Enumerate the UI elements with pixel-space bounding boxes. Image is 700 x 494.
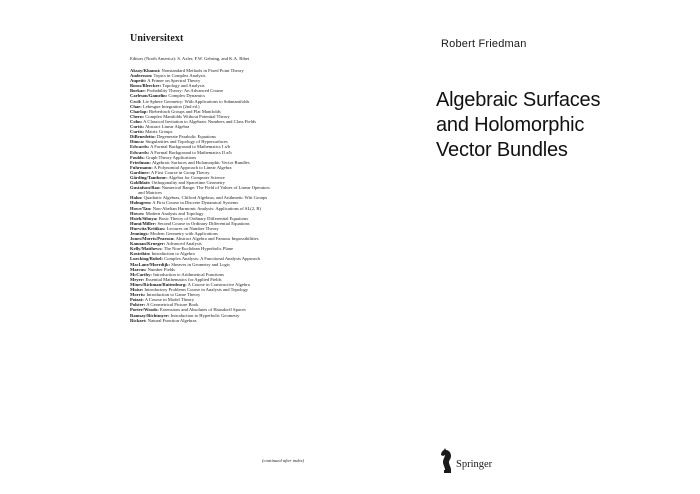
- series-entry-title: Topics in Complex Analysis: [153, 73, 206, 79]
- series-entry-title: Lectures on Number Theory: [166, 225, 219, 231]
- book-title-line: Algebraic Surfaces: [436, 89, 601, 111]
- series-entry-title: A Formal Background to Mathematics I a/b: [150, 144, 231, 150]
- series-entry-title: and Matrices: [138, 190, 162, 196]
- series-entry-title: Lie Sphere Geometry: With Applications to Submanifolds: [142, 98, 250, 104]
- series-entry-title: A Course in Constructive Algebra: [187, 281, 250, 287]
- series-entry-title: Second Course in Ordinary Differential Equations: [157, 220, 250, 226]
- book-title-line: and Holomorphic: [436, 114, 585, 136]
- series-entry-author: Fuhrmann:: [130, 164, 153, 170]
- series-entry-title: Number Fields: [147, 266, 176, 272]
- series-entry-title: Nonstandard Methods in Fixed Point Theory: [161, 68, 244, 73]
- series-entry-title: Algebra for Computer Science: [168, 174, 225, 180]
- series-entry-author: DiBenedetto:: [130, 134, 156, 140]
- series-entry-author: Booss/Bleecker:: [130, 83, 162, 89]
- series-entry-title: Orthogonality and Spacetime Geometry: [151, 180, 225, 186]
- series-entry-title: A First Course in Group Theory: [150, 169, 210, 175]
- series-entry-title: Modern Analysis and Topology: [145, 210, 204, 216]
- series-entry-title: Non-Abelian Harmonic Analysis: Applications of SL(2, R): [152, 205, 262, 211]
- series-entry-author: Marcus:: [130, 266, 147, 272]
- series-entry-title: A Classical Invitation to Algebraic Numbers and Class Fields: [143, 118, 256, 124]
- series-entry-author: Holmgren:: [130, 200, 152, 206]
- series-entry-title: Introduction to Hyperbolic Geometry: [170, 312, 240, 318]
- series-entry-title: Advanced Analysis: [166, 241, 202, 247]
- series-entry-title: Lebesgue Integration (2nd ed.): [142, 103, 200, 109]
- series-entry-author: Charlap:: [130, 108, 148, 114]
- series-entry-author: Curtis:: [130, 129, 145, 135]
- series-entry-title: Modern Geometry with Applications: [150, 231, 218, 236]
- series-entry-author: Humi/Miller:: [130, 220, 157, 226]
- series-entry-title: Complex Manifolds Without Potential Theory: [145, 113, 230, 119]
- series-entry-author: Aupetit:: [130, 78, 147, 84]
- series-entry-title: Sheaves in Geometry and Logic: [171, 261, 231, 267]
- series-entry-author: Poizat:: [130, 297, 144, 303]
- series-entry-author: Gustafson/Rao:: [130, 185, 161, 191]
- series-entry-author: Polster:: [130, 302, 146, 308]
- chess-knight-logo-icon: [440, 448, 454, 474]
- series-entry-author: Ramsay/Richtmyer:: [130, 312, 170, 318]
- continued-note: (continued after index): [262, 458, 305, 463]
- series-entry-author: Hahn:: [130, 195, 143, 201]
- series-entry: [130, 318, 340, 323]
- book-title-line: Vector Bundles: [436, 139, 568, 161]
- series-entry-author: Chae:: [130, 103, 142, 109]
- series-entry-author: Kannan/Krueger:: [130, 241, 166, 247]
- series-entry-author: Rickart:: [130, 317, 147, 323]
- series-entry-title: A Formal Background to Mathematics II a/b: [150, 149, 232, 155]
- series-entry-author: Gardiner:: [130, 169, 150, 175]
- series-entry-title: Algebraic Surfaces and Holomorphic Vector Bundles: [151, 159, 250, 165]
- series-entry-author: Hsieh/Sibuya:: [130, 215, 158, 221]
- series-title: Universitext: [130, 33, 184, 44]
- series-entry-title: A Course in Model Theory: [144, 297, 195, 303]
- series-entry-title: The Non-Euclidean Hyperbolic Plane: [163, 246, 234, 252]
- series-entry-author: Mines/Richman/Ruitenburg:: [130, 281, 187, 287]
- series-entry-author: Carleson/Gamelin:: [130, 93, 168, 99]
- series-entry-author: Meyer:: [130, 276, 145, 282]
- series-entry-title: A Geometrical Picture Book: [146, 302, 199, 308]
- title-page: [350, 0, 700, 494]
- series-entry-author: Goldblatt:: [130, 180, 151, 186]
- series-entry-title: A Primer on Spectral Theory: [147, 78, 201, 84]
- series-entry-title: Extensions and Absolutes of Hausdorff Spaces: [160, 307, 246, 313]
- series-entry-title: Introduction to Algebra: [151, 251, 195, 257]
- series-entry-author: Kostrikin:: [130, 251, 151, 257]
- series-entry-title: A First Course in Discrete Dynamical Systems: [152, 200, 239, 206]
- series-entry-title: Introduction to Game Theory: [146, 292, 201, 298]
- series-entry-author: Aksoy/Khamsi:: [130, 68, 161, 73]
- series-entry-author: Hurwitz/Kritikos:: [130, 225, 166, 231]
- book-author: Robert Friedman: [441, 38, 527, 50]
- series-entry-author: Andersson:: [130, 73, 153, 79]
- series-entry-title: Bieberbach Groups and Flat Manifolds: [149, 108, 221, 114]
- series-entry-author: Luecking/Rubel:: [130, 256, 163, 262]
- series-entry-author: McCarthy:: [130, 271, 152, 277]
- series-entry-title: Basic Theory of Ordinary Differential Equations: [158, 215, 248, 221]
- series-entry-author: Howe/Tan:: [130, 205, 152, 211]
- series-entry-title: Essential Mathematics for Applied Fields: [145, 276, 222, 282]
- series-entry-title: Introductory Problems Course in Analysis and Topology: [144, 287, 249, 293]
- series-entry-title: A Polynomial Approach to Linear Algebra: [153, 164, 232, 170]
- series-entry-author: Cecil:: [130, 98, 142, 104]
- series-entry-author: Morris:: [130, 292, 146, 298]
- series-entry-author: MacLane/Moerdijk:: [130, 261, 171, 267]
- series-entry-title: Natural Function Algebras: [147, 317, 197, 323]
- series-entry-title: Abstract Algebra and Famous Impossibilities: [175, 236, 259, 242]
- series-entry-author: Jennings:: [130, 231, 149, 236]
- series-entry-author: Gårding/Tambour:: [130, 174, 168, 180]
- series-entry-author: Porter/Woods:: [130, 307, 159, 313]
- series-entry-author: Jones/Morris/Pearson:: [130, 236, 175, 242]
- series-editors: Editors (North America): S. Axler, F.W. Gehring, and K.A. Ribet: [130, 56, 250, 61]
- series-entry-author: Friedman:: [130, 159, 151, 165]
- series-entry-title: Numerical Range: The Field of Values of Linear Operators: [161, 185, 270, 191]
- series-entry-author: Edwards:: [130, 144, 150, 150]
- series-entry-title: Quadratic Algebras, Clifford Algebras, and Arithmetic Witt Groups: [143, 195, 268, 201]
- series-entry-author: Foulds:: [130, 154, 145, 160]
- series-entry-title: Complex Analysis: A Functional Analysis Approach: [164, 256, 260, 262]
- series-entry-title: Introduction to Arithmetical Functions: [153, 271, 224, 277]
- series-entry-author: Chern:: [130, 113, 145, 119]
- series-entry-author: Borkar:: [130, 88, 146, 94]
- series-entry-author: Curtis:: [130, 124, 145, 130]
- series-entry-title: Probability Theory: An Advanced Course: [146, 88, 224, 94]
- series-entry-title: Topology and Analysis: [162, 83, 205, 89]
- series-entry-author: Dimca:: [130, 139, 145, 145]
- publisher-imprint: [440, 448, 492, 474]
- series-entry-title: Degenerate Parabolic Equations: [156, 134, 216, 140]
- series-entry-author: Moise:: [130, 287, 144, 293]
- series-entry-title: Singularities and Topology of Hypersurfaces: [145, 139, 228, 145]
- series-entry-title: Complex Dynamics: [168, 93, 206, 99]
- series-entry-title: Graph Theory Applications: [145, 154, 197, 160]
- series-list: [130, 68, 340, 323]
- series-entry-title: Matrix Groups: [145, 129, 173, 135]
- publisher-name: Springer: [456, 458, 493, 470]
- series-entry-author: Cohn:: [130, 118, 143, 124]
- series-entry-author: Edwards:: [130, 149, 150, 155]
- series-entry-title: Abstract Linear Algebra: [144, 124, 190, 130]
- series-entry-author: Howes:: [130, 210, 145, 216]
- book-title: [436, 88, 600, 163]
- series-entry-author: Kelly/Matthews:: [130, 246, 163, 252]
